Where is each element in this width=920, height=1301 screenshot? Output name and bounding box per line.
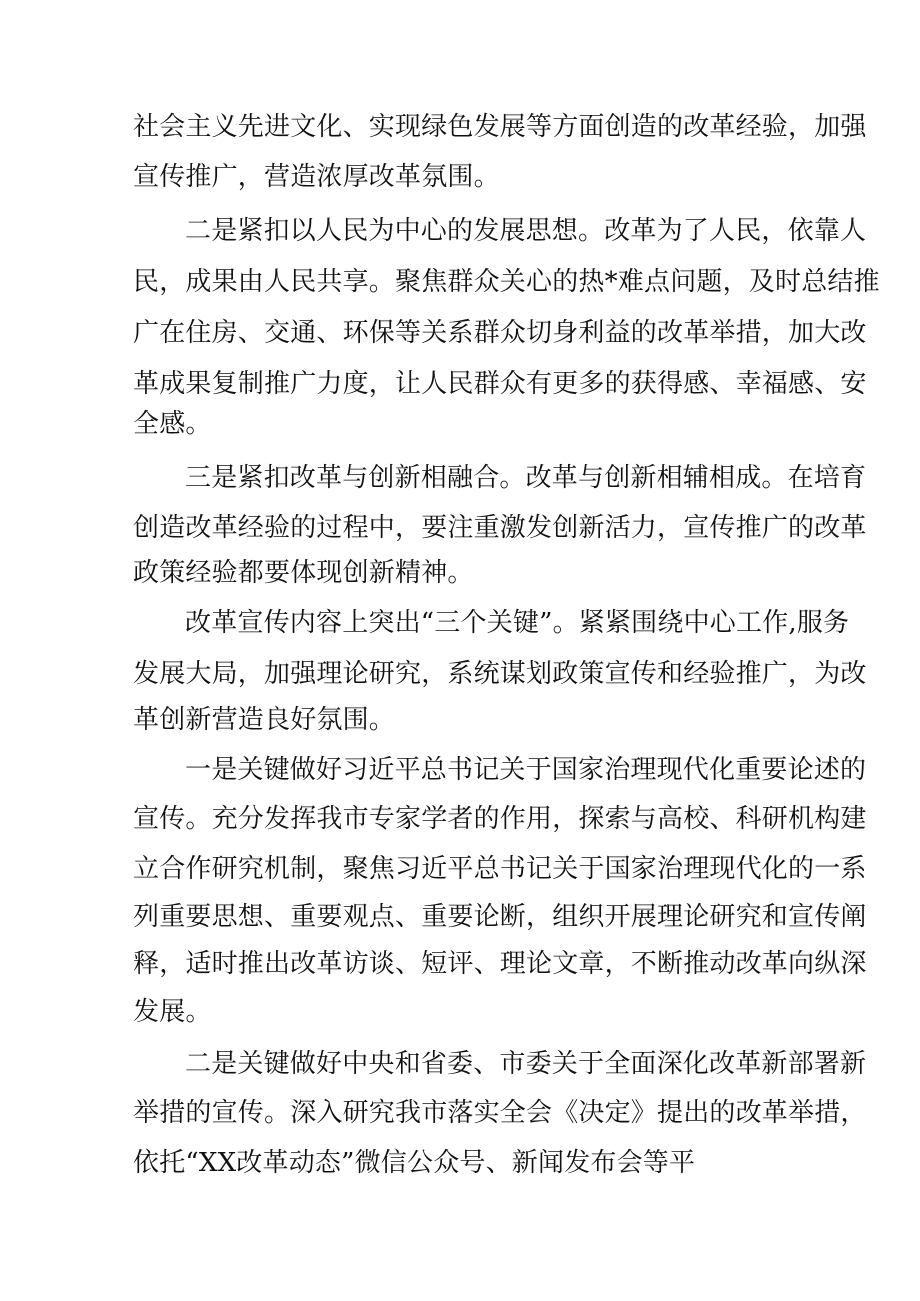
- paragraph-1-line-1: 社会主义先进文化、实现绿色发展等方面创造的改革经验，加强: [133, 112, 867, 142]
- paragraph-6-line-3: 依托“XX改革动态”微信公众号、新闻发布会等平: [133, 1148, 696, 1178]
- paragraph-3-line-2: 创造改革经验的过程中，要注重激发创新活力，宣传推广的改革: [133, 513, 867, 543]
- paragraph-5-line-6: 发展。: [133, 997, 212, 1027]
- paragraph-2-line-5: 全感。: [133, 409, 212, 439]
- paragraph-6-line-2: 举措的宣传。深入研究我市落实全会《决定》提出的改革举措，: [133, 1098, 867, 1128]
- paragraph-4-line-3: 革创新营造良好氛围。: [133, 705, 396, 735]
- paragraph-3-line-1: 三是紧扣改革与创新相融合。改革与创新相辅相成。在培育: [185, 463, 867, 493]
- paragraph-3-line-3: 政策经验都要体现创新精神。: [133, 558, 474, 588]
- paragraph-2-line-2: 民，成果由人民共享。聚焦群众关心的热*难点问题，及时总结推: [133, 267, 880, 297]
- paragraph-2-line-1: 二是紧扣以人民为中心的发展思想。改革为了人民，依靠人: [185, 216, 867, 246]
- paragraph-4-line-2: 发展大局，加强理论研究，系统谋划政策宣传和经验推广，为改: [133, 659, 867, 689]
- paragraph-5-line-4: 列重要思想、重要观点、重要论断，组织开展理论研究和宣传阐: [133, 902, 867, 932]
- paragraph-1-line-2: 宣传推广，营造浓厚改革氛围。: [133, 162, 500, 192]
- paragraph-2-line-3: 广在住房、交通、环保等关系群众切身利益的改革举措，加大改: [133, 318, 867, 348]
- paragraph-6-line-1: 二是关键做好中央和省委、市委关于全面深化改革新部署新: [185, 1049, 867, 1079]
- paragraph-5-line-2: 宣传。充分发挥我市专家学者的作用，探索与高校、科研机构建: [133, 804, 867, 834]
- paragraph-4-line-1: 改革宣传内容上突出“三个关键”。紧紧围绕中心工作,服务: [185, 608, 850, 638]
- paragraph-5-line-1: 一是关键做好习近平总书记关于国家治理现代化重要论述的: [185, 755, 867, 785]
- paragraph-5-line-5: 释，适时推出改革访谈、短评、理论文章，不断推动改革向纵深: [133, 949, 867, 979]
- paragraph-5-line-3: 立合作研究机制，聚焦习近平总书记关于国家治理现代化的一系: [133, 854, 867, 884]
- paragraph-2-line-4: 革成果复制推广力度，让人民群众有更多的获得感、幸福感、安: [133, 369, 867, 399]
